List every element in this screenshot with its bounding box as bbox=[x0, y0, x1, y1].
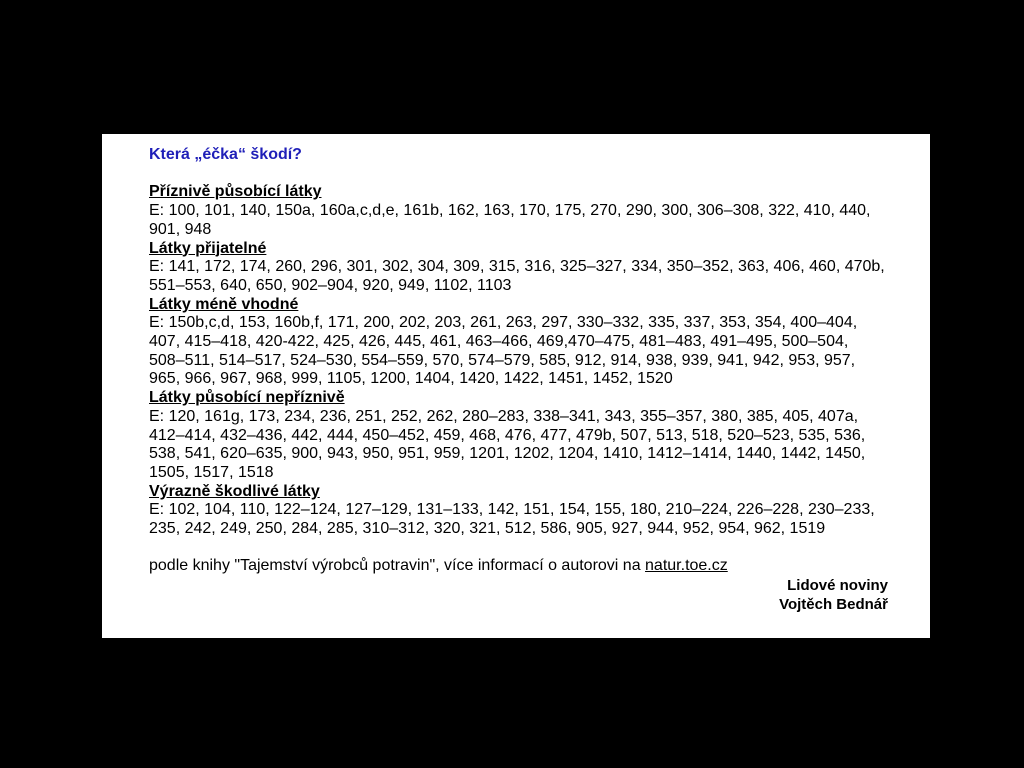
section-harmful bbox=[149, 483, 888, 539]
section-less-suitable bbox=[149, 296, 888, 390]
additive-list: E: 141, 172, 174, 260, 296, 301, 302, 304, 309, 315, 316, 325–327, 334, 350–352, 363, 406, 460, 470b, 551–553, 640, 650, 902–904, 920, 949, 1102, 1103 bbox=[149, 258, 885, 294]
page-title: Která „éčka“ škodí? bbox=[149, 146, 302, 163]
source-text: podle knihy "Tajemství výrobců potravin", více informací o autorovi na bbox=[149, 557, 646, 575]
section-favorable bbox=[149, 183, 888, 239]
section-heading: Látky méně vhodné bbox=[149, 295, 299, 313]
additive-list: E: 100, 101, 140, 150a, 160a,c,d,e, 161b, 162, 163, 170, 175, 270, 290, 300, 306–308, 322, 410, 440, 901, 948 bbox=[149, 202, 871, 238]
section-unfavorable bbox=[149, 389, 888, 483]
section-heading: Látky působící nepříznivě bbox=[149, 389, 345, 407]
document-page bbox=[102, 134, 930, 638]
section-heading: Látky přijatelné bbox=[149, 239, 267, 257]
author-link[interactable]: natur.toe.cz bbox=[645, 557, 728, 575]
additive-list: E: 150b,c,d, 153, 160b,f, 171, 200, 202, 203, 261, 263, 297, 330–332, 335, 337, 353, 354, 400–404, 407, 415–418, 420-422, 425, 426, 445, 461, 463–466, 469,470–475, 481–483, 491–495, 500–504, 508–511, 514–517, 524–530, 554–559, 570, 574–579, 585, 912, 914, 938, 939, 941, 942, 953, 957, 965, 966, 967, 968, 999, 1105, 1200, 1404, 1420, 1422, 1451, 1452, 1520 bbox=[149, 314, 858, 388]
credits bbox=[149, 577, 888, 614]
section-heading: Výrazně škodlivé látky bbox=[149, 482, 320, 500]
additive-list: E: 102, 104, 110, 122–124, 127–129, 131–133, 142, 151, 154, 155, 180, 210–224, 226–228, 230–233, 235, 242, 249, 250, 284, 285, 310–312, 320, 321, 512, 586, 905, 927, 944, 952, 954, 962, 1519 bbox=[149, 501, 875, 538]
publication-name: Lidové noviny bbox=[787, 577, 888, 595]
section-acceptable bbox=[149, 240, 888, 296]
additive-list: E: 120, 161g, 173, 234, 236, 251, 252, 262, 280–283, 338–341, 343, 355–357, 380, 385, 405, 407a, 412–414, 432–436, 442, 444, 450–452, 459, 468, 476, 477, 479b, 507, 513, 518, 520–523, 535, 536, 538, 541, 620–635, 900, 943, 950, 951, 959, 1201, 1202, 1204, 1410, 1412–1414, 1440, 1442, 1450, 1505, 1517, 1518 bbox=[149, 407, 866, 481]
author-name: Vojtěch Bednář bbox=[779, 595, 888, 613]
source-note bbox=[149, 557, 888, 576]
section-heading: Příznivě působící látky bbox=[149, 183, 322, 201]
